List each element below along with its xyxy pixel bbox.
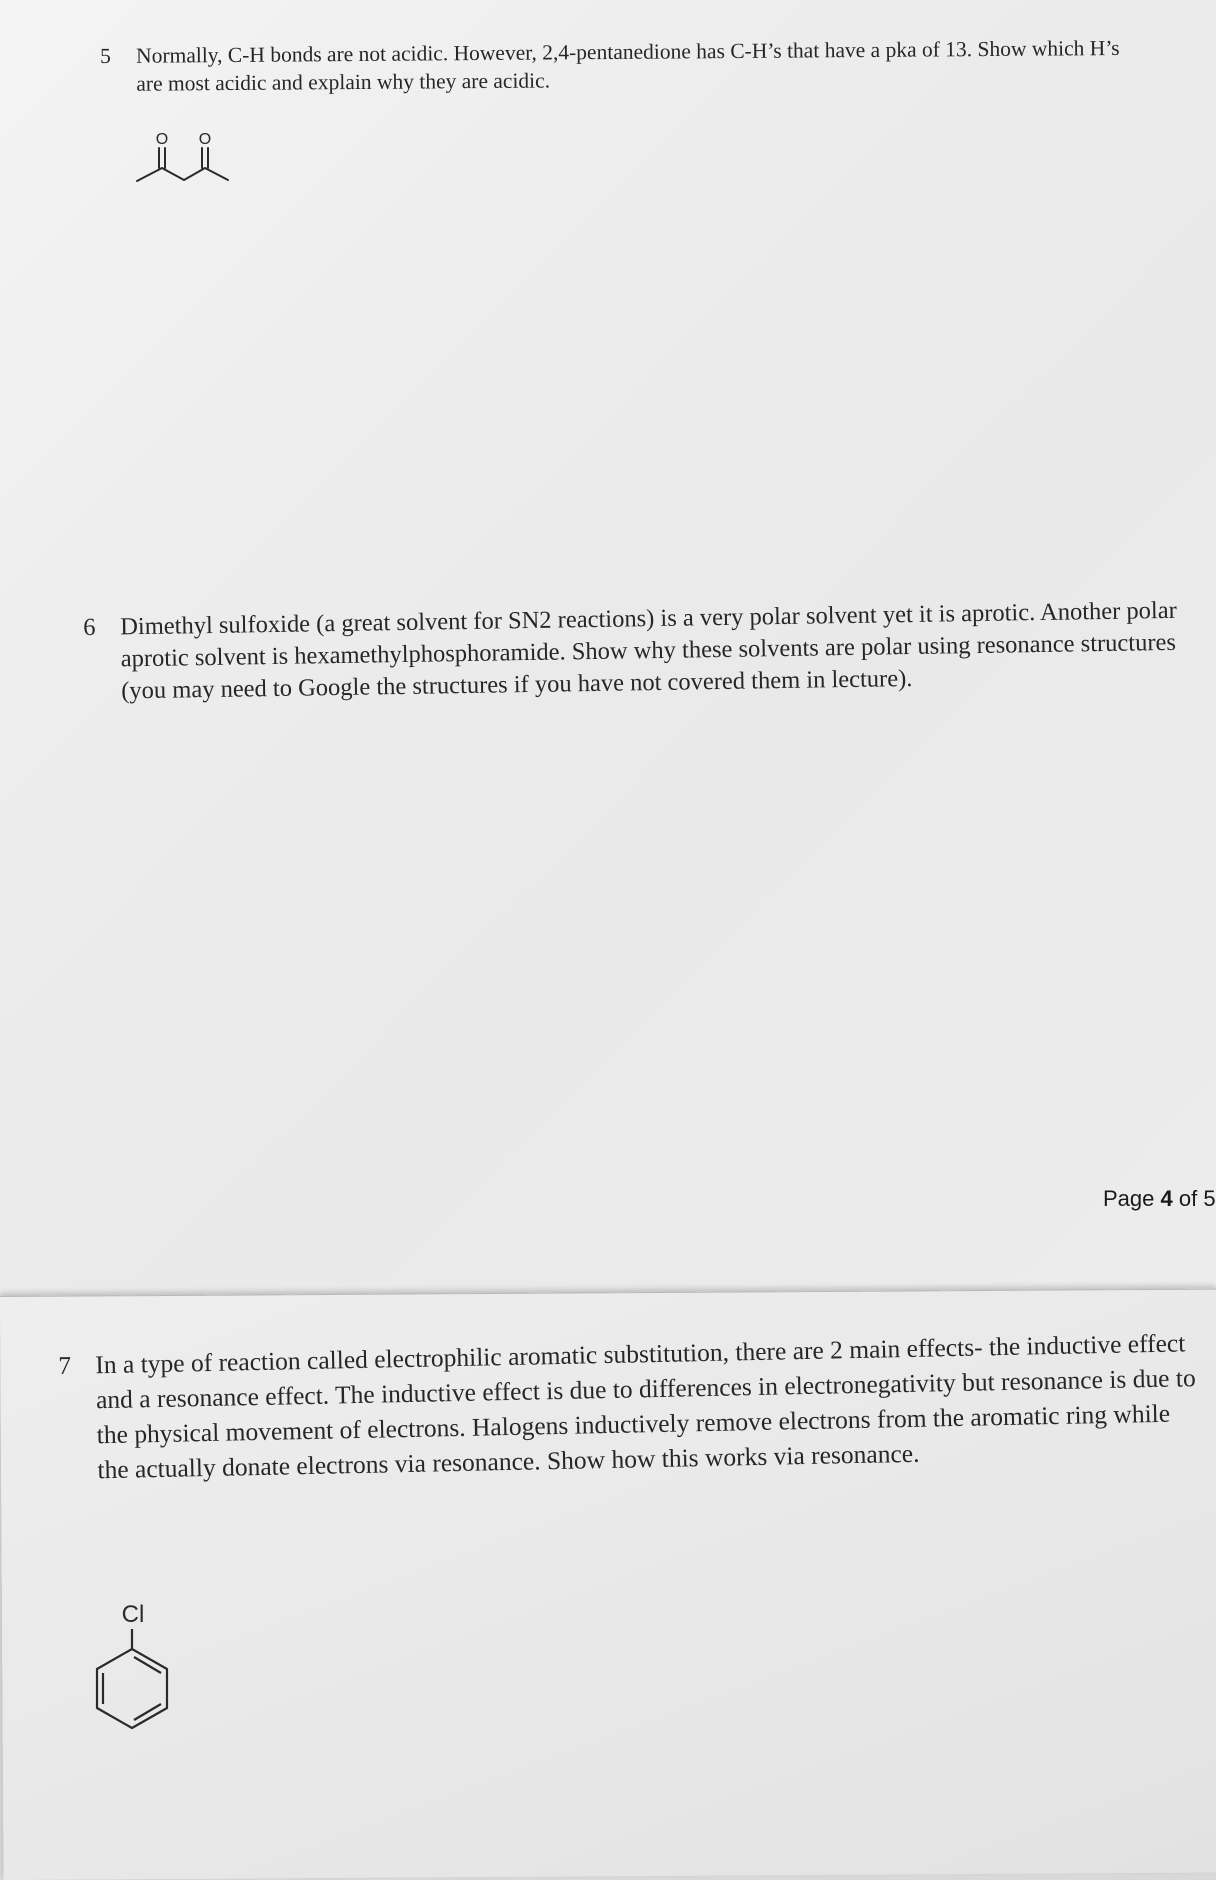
page-indicator — [1103, 1186, 1216, 1212]
current-page: 4 — [1160, 1186, 1173, 1211]
question-number: 5 — [100, 43, 111, 68]
oxygen-label: O — [198, 131, 212, 148]
pentanedione-structure — [132, 128, 272, 188]
oxygen-label: O — [155, 131, 169, 148]
total-pages: 5 — [1203, 1186, 1216, 1211]
page-prefix: Page — [1103, 1186, 1161, 1211]
chlorobenzene-structure — [82, 1596, 182, 1756]
question-text: Dimethyl sulfoxide (a great solvent for SN2 reactions) is a very polar solvent yet it is aprotic. Another polar aprotic solvent is hexamethylphosphoramide. Show why these solvents are polar using resonance structures (you may need to Google the structures if you have not covered them in lecture). — [120, 596, 1177, 705]
question-number: 7 — [58, 1350, 72, 1380]
page-middle: of — [1172, 1186, 1204, 1211]
question-text: Normally, C-H bonds are not acidic. However, 2,4-pentanedione has C-H’s that have a pka of 13. Show which H’s are most acidic and explain why they are acidic. — [136, 35, 1120, 96]
chlorine-label: Cl — [121, 1601, 145, 1628]
question-text: In a type of reaction called electrophilic aromatic substitution, there are 2 main effects- the inductive effect and a resonance effect. The inductive effect is due to differences in electronegativity but resonance is due to the physical movement of electrons. Halogens inductively remove electrons from the aromatic ring while the actually donate electrons via resonance. Show how this works via resonance. — [95, 1328, 1196, 1485]
question-number: 6 — [83, 613, 96, 641]
